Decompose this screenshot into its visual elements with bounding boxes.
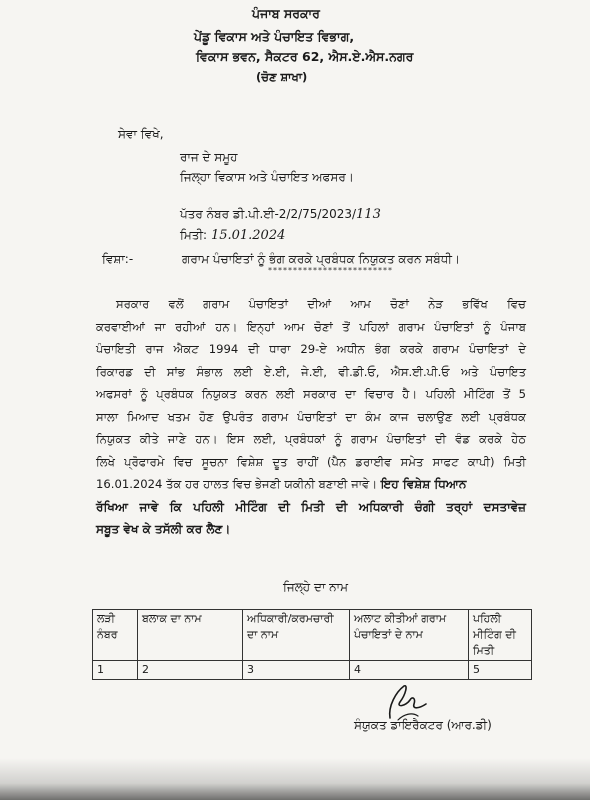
body-line: 16.01.2024 ਤੱਕ ਹਰ ਹਾਲਤ ਵਿਚ ਭੇਜਣੀ ਯਕੀਨੀ ਬਣਾਈ ਜਾਵੇ। (96, 477, 378, 491)
body-line: ਸਰਕਾਰ ਵਲੋਂ ਗਰਾਮ ਪੰਚਾਇਤਾਂ ਦੀਆਂ ਆਮ ਚੋਣਾਂ ਨੇੜ ਭਵਿੱਖ ਵਿਚ (116, 297, 526, 311)
letter-number-label: ਪੱਤਰ ਨੰਬਰ ਡੀ.ਪੀ.ਈ-2/2/75/2023/ (180, 207, 357, 221)
table-header-cell: ਲੜੀ ਨੰਬਰ (93, 610, 138, 661)
table-header-cell: ਅਧਿਕਾਰੀ/ਕਰਮਚਾਰੀ ਦਾ ਨਾਮ (243, 610, 350, 661)
recipient-line-2: ਜਿਲ੍ਹਾ ਵਿਕਾਸ ਅਤੇ ਪੰਚਾਇਤ ਅਫਸਰ। (180, 170, 354, 184)
photo-bottom-shadow (0, 758, 590, 800)
body-line: ਅਫਸਰਾਂ ਨੂੰ ਪ੍ਰਬੰਧਕ ਨਿਯੁਕਤ ਕਰਨ ਲਈ ਸਰਕਾਰ ਦਾ ਵਿਚਾਰ ਹੈ। ਪਹਿਲੀ ਮੀਟਿੰਗ ਤੋਂ 5 (96, 387, 526, 401)
body-bold-inline: ਇਹ ਵਿਸ਼ੇਸ਼ ਧਿਆਨ (380, 477, 467, 491)
body-bold-line: ਰੱਖਿਆ ਜਾਵੇ ਕਿ ਪਹਿਲੀ ਮੀਟਿੰਗ ਦੀ ਮਿਤੀ ਦੀ ਅਧਿਕਾਰੀ ਚੰਗੀ ਤਰ੍ਹਾਂ ਦਸਤਾਵੇਜ਼ (96, 499, 526, 514)
header-address: ਵਿਕਾਸ ਭਵਨ, ਸੈਕਟਰ 62, ਐਸ.ਏ.ਐਸ.ਨਗਰ (196, 49, 414, 64)
subject-text: ਗਰਾਮ ਪੰਚਾਇਤਾਂ ਨੂੰ ਭੰਗ ਕਰਕੇ ਪ੍ਰਬੰਧਕ ਨਿਯੁਕਤ ਕਰਨ ਸਬੰਧੀ। (182, 252, 461, 266)
subject-label: ਵਿਸ਼ਾ:- (102, 252, 134, 266)
table-cell: 3 (243, 661, 350, 680)
table-cell: 5 (469, 661, 532, 680)
body-line: ਕਰਵਾਈਆਂ ਜਾ ਰਹੀਆਂ ਹਨ। ਇਨ੍ਹਾਂ ਆਮ ਚੋਣਾਂ ਤੋਂ ਪਹਿਲਾਂ ਗਰਾਮ ਪੰਚਾਇਤਾਂ ਨੂੰ ਪੰਜਾਬ (96, 319, 526, 334)
body-bold-line: ਸਬੂਤ ਵੇਖ ਕੇ ਤਸੱਲੀ ਕਰ ਲੈਣ। (96, 522, 231, 536)
letter-date-handwritten: 15.01.2024 (210, 228, 286, 243)
body-line: ਲਿਖੇ ਪ੍ਰੋਫਾਰਮੇ ਵਿਚ ਸੂਚਨਾ ਵਿਸ਼ੇਸ਼ ਦੂਤ ਰਾਹੀਂ (ਪੈਨ ਡਰਾਈਵ ਸਮੇਤ ਸਾਫਟ ਕਾਪੀ) ਮਿਤੀ (96, 454, 526, 469)
body-line: ਰਿਕਾਰਡ ਦੀ ਸਾਂਭ ਸੰਭਾਲ ਲਈ ਏ.ਈ, ਜੇ.ਈ, ਵੀ.ਡੀ.ਓ, ਐਸ.ਈ.ਪੀ.ਓ ਅਤੇ ਪੰਚਾਇਤ (96, 364, 526, 379)
recipient-line-1: ਰਾਜ ਦੇ ਸਮੂਹ (180, 150, 238, 164)
letter-body (96, 293, 526, 541)
table-header-cell: ਬਲਾਕ ਦਾ ਨਾਮ (138, 610, 243, 661)
table-row (93, 661, 532, 680)
table-header-cell: ਅਲਾਟ ਕੀਤੀਆਂ ਗਰਾਮ ਪੰਚਾਇਤਾਂ ਦੇ ਨਾਮ (350, 610, 469, 661)
table-cell: 4 (350, 661, 469, 680)
header-government: ਪੰਜਾਬ ਸਰਕਾਰ (252, 6, 320, 21)
letter-number-handwritten: 113 (356, 207, 381, 222)
salutation: ਸੇਵਾ ਵਿਖੇ, (118, 127, 164, 141)
signatory-designation: ਸੰਯੁਕਤ ਡਾਇਰੈਕਟਰ (ਆਰ.ਡੀ) (354, 718, 492, 732)
body-line: ਸਾਲਾ ਮਿਆਦ ਖਤਮ ਹੋਣ ਉਪਰੰਤ ਗਰਾਮ ਪੰਚਾਇਤਾਂ ਦਾ ਕੰਮ ਕਾਜ ਚਲਾਉਣ ਲਈ ਪ੍ਰਬੰਧਕ (96, 409, 526, 424)
table-title: ਜਿਲ੍ਹੇ ਦਾ ਨਾਮ (283, 580, 349, 594)
table-cell: 1 (93, 661, 138, 680)
letter-date-label: ਮਿਤੀ: (180, 228, 208, 242)
table-header-cell: ਪਹਿਲੀ ਮੀਟਿੰਗ ਦੀ ਮਿਤੀ (469, 610, 532, 661)
table-header-row (93, 610, 532, 661)
proforma-table (92, 609, 532, 680)
body-line: ਪੰਚਾਇਤੀ ਰਾਜ ਐਕਟ 1994 ਦੀ ਧਾਰਾ 29-ਏ ਅਧੀਨ ਭੰਗ ਕਰਕੇ ਗਰਾਮ ਪੰਚਾਇਤਾਂ ਦੇ (96, 342, 526, 356)
letter-date (180, 228, 285, 243)
header-department: ਪੇਂਡੂ ਵਿਕਾਸ ਅਤੇ ਪੰਚਾਇਤ ਵਿਭਾਗ, (194, 29, 355, 44)
letter-number (180, 207, 381, 222)
body-line-mixed (96, 473, 526, 496)
body-line: ਨਿਯੁਕਤ ਕੀਤੇ ਜਾਣੇ ਹਨ। ਇਸ ਲਈ, ਪ੍ਰਬੰਧਕਾਂ ਨੂੰ ਗਰਾਮ ਪੰਚਾਇਤਾਂ ਦੀ ਵੰਡ ਕਰਕੇ ਹੇਠ (96, 432, 526, 446)
table-cell: 2 (138, 661, 243, 680)
header-branch: (ਚੋਣ ਸ਼ਾਖਾ) (256, 70, 308, 84)
subject-separator: ************************* (268, 266, 393, 275)
